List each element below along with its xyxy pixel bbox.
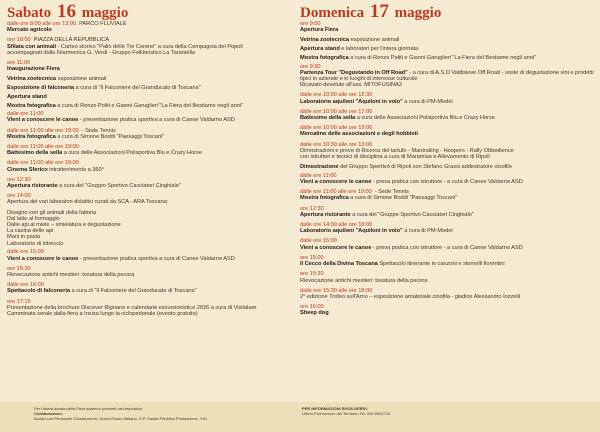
event-item (300, 21, 596, 33)
event-title: Vieni a conoscere le canoe (7, 117, 79, 124)
event-time: ore 15:30 (300, 271, 324, 278)
sunday-number: 17 (369, 1, 389, 22)
event-time: dalle ore 15:30 alle ore 18:00 (300, 287, 373, 294)
event-place: - Sede Tennis (374, 189, 409, 196)
event-item (300, 142, 596, 161)
event-time: ore 10:00 (7, 37, 31, 44)
event-description: - presentazione pratica sportiva a cura di Canoe Valdarno ASD (79, 255, 235, 262)
event-place: PARCO FLUVIALE (79, 21, 127, 27)
event-description: esposizione animali (57, 76, 107, 83)
event-item (7, 249, 295, 261)
event-time: dalle ore 11:00 alle ore 19:00 (7, 160, 79, 167)
event-time: dalle ore 10:00 alle ore 12:30 (300, 92, 373, 99)
footer-collab-label: Collaborazioni: (34, 411, 63, 416)
event-description: a cura di PM-Model (404, 98, 453, 105)
event-item (300, 173, 596, 185)
event-time: ore 12:30 (7, 176, 31, 183)
event-title: Battesimo della sella (300, 114, 356, 121)
event-title: Mostra fotografica (7, 102, 56, 109)
event-time: dalle ore 10:00 alle ore 19:00 (300, 125, 373, 132)
event-time: ore 11:00 (7, 60, 31, 67)
event-time: ore 16:00 (300, 304, 324, 311)
event-item (7, 144, 295, 156)
event-title: Apertura ristorante (300, 211, 351, 218)
event-item (7, 37, 295, 56)
event-time: ore 9:00 (300, 21, 321, 27)
event-item (7, 299, 295, 318)
event-place: PIAZZA DELLA REPUBBLICA (33, 37, 109, 44)
event-description: Presentazione della brochure Discover Rignano e calendario escursionistico 2026 a cura di Visitalare Camminata serale dalla fiera a Incisa lungo la ciclopedonale (evento gratuito) (7, 304, 257, 318)
event-time: ore 15:00 (300, 254, 324, 261)
event-title: Cinema Sferico (7, 166, 48, 173)
footer-band (0, 402, 600, 432)
event-item (300, 288, 596, 300)
saturday-number: 16 (56, 1, 76, 22)
event-description: 2° edizione Trofeo sull'Arno – esposizione amatoriale cinofila - giudice Alessandro Iozzelli (300, 293, 521, 300)
event-time: dalle ore 11:00 alle ore 19:00 (7, 127, 79, 134)
event-item (7, 128, 295, 140)
event-item (300, 189, 596, 201)
event-item (7, 177, 295, 189)
event-description: e laboratori per l'intera giornata (341, 46, 419, 53)
event-title: Il Cecco della Divina Toscana (300, 261, 378, 268)
event-item (300, 206, 596, 218)
event-title: Mercatino delle associazioni e degli hobbisti (300, 131, 418, 138)
event-description: a cura di Renzo Politi e Gianni Garuglieri "La Fiera del Bestiame negli anni" (57, 102, 244, 109)
event-description: Rievocazione antichi mestieri: tosatura della pecora (300, 277, 428, 284)
event-time: ore 9:30 (300, 63, 321, 70)
event-item (300, 222, 596, 234)
event-title: Partenza Tour "Degustando in Off Road" (300, 69, 408, 76)
event-time: dalle ore 10:30 alle ore 13:00 (300, 141, 373, 148)
event-description: intrattenimento a 360° (49, 166, 104, 173)
event-description: - a cura di A.S.D Valdisieve Off Road - soste di degustazione vini e prodotti tipici in aziende e in luoghi di interesse culturale Ricavato devoluto all'ass. MITOFUSINA2 (300, 69, 594, 89)
event-description: a cura di "Il Falconiere del Granducato di Toscana" (75, 85, 201, 92)
event-time: ore 12:30 (300, 205, 324, 212)
event-description: esposizione animali (350, 37, 400, 44)
event-description: - prova pratica con istruttore - a cura di Canoe Valdarno ASD (372, 179, 523, 186)
event-description: a cura del "Gruppo Sportivo Cacciatori Cinghiale" (352, 211, 474, 218)
sunday-month: maggio (394, 5, 442, 21)
event-description: Dimostrazioni e prove di Ricerca del tartufo - Mantrailing - Hoopers - Rally Obbedience con istruttori e tecnici di disciplina a cura di Maramiao e Allevamento di Ripoli (300, 147, 514, 160)
event-description: - presentazione pratica sportiva a cura di Canoe Valdarno ASD (79, 117, 235, 124)
saturday-month: maggio (81, 5, 129, 21)
event-description: a cura di Simone Boddi "Paesaggi Toscani" (350, 195, 458, 202)
event-title: Inaugurazione Fiera (7, 66, 60, 73)
event-title: Vieni a conoscere le canoe (7, 255, 79, 262)
event-item (300, 304, 596, 316)
event-item (300, 238, 596, 250)
event-time: dalle ore 11:00 alle ore 19:00 (7, 144, 79, 151)
event-item (300, 125, 596, 137)
footer-right (302, 406, 592, 416)
event-title: Apertura ristorante (7, 183, 58, 190)
saturday-event-list (7, 21, 295, 321)
event-time: dalle ore 11:00 (7, 111, 44, 118)
event-description: a cura delle Associazioni Polisportiva Blu e Crazy Horse (356, 114, 495, 121)
event-description: Spettacolo itinerante in canzoni e stornelli fiorentini (379, 261, 505, 268)
event-description: a cura delle Associazioni Polisportiva Blu e Crazy Horse (63, 150, 202, 157)
event-description: a cura del "Gruppo Sportivo Cacciatori Cinghiale" (59, 183, 181, 190)
event-description: - prova pratica con istruttore - a cura di Canoe Valdarno ASD (372, 244, 523, 251)
event-description: del Gruppo Sportivo di Ripoli con Stefano Grassi addestratore cinofilo (340, 164, 512, 171)
event-time: ore 14:00 (7, 193, 31, 200)
event-time: dalle ore 8:00 alle ore 13:00 (7, 21, 77, 27)
saturday-heading (7, 3, 295, 21)
event-time: dalle ore 16:00 (7, 282, 44, 289)
event-time: dalle ore 14:00 alle ore 18:00 (300, 222, 373, 229)
event-title: Laboratorio aquiloni "Aquiloni in volo" (300, 228, 403, 235)
event-title: Sfilata con animali (7, 43, 56, 50)
event-title: Vieni a conoscere le canoe (300, 179, 372, 186)
event-item (7, 210, 295, 247)
event-time: ore 17:15 (7, 298, 31, 305)
event-item (7, 266, 295, 278)
event-title: Battesimo della sella (7, 150, 63, 157)
footer-collab-list: Avviso con Personale Gendarmeria, Grano Rosso Italiano, S.P. Sanità Pubblica Pontassieve, VIG (34, 416, 207, 421)
event-description: Rievocazione antichi mestieri: tosatura della pecora (7, 272, 135, 278)
event-time: dalle ore 11:00 alle ore 19:00 (300, 189, 372, 196)
event-description: a cura di Simone Boddi "Paesaggi Toscani" (57, 133, 165, 140)
saturday-day: Sabato (7, 5, 52, 21)
event-item (7, 193, 295, 205)
event-title: Laboratorio aquiloni "Aquiloni in volo" (300, 98, 403, 105)
event-item (7, 282, 295, 294)
event-description: a cura di Renzo Politi e Gianni Garuglieri "La Fiera del Bestiame negli anni" (350, 54, 537, 61)
event-title: Mostra fotografica (300, 54, 349, 61)
event-item (300, 271, 596, 283)
event-title: Mostra fotografica (300, 195, 349, 202)
event-description: Apertura dei vari laboratori didattici curati da SCA - ARA Toscana: (7, 199, 169, 206)
footer-info-contact: Ufficio Promozione del Territorio Tel. 055 8304714 (302, 411, 391, 416)
event-title: Mercato agricolo (7, 27, 52, 34)
footer-left (34, 406, 284, 421)
event-title: Apertura Fiera (300, 27, 339, 34)
event-item (300, 64, 596, 89)
sunday-event-list (300, 21, 596, 321)
event-title: Esposizione di falconeria (7, 85, 75, 92)
event-item (300, 92, 596, 104)
event-title: Spettacolo di falconeria (7, 288, 70, 295)
event-title: Apertura stand (300, 46, 340, 53)
event-item (7, 21, 295, 33)
sunday-column (300, 3, 596, 321)
event-title: Mostra fotografica (7, 133, 56, 140)
event-description: - Carteo storico "Palio delle Tre Corone" a cura della Compagnia dei Popoli accompagnati dalla Filarmonica G. Verdi - Gruppo Folkloristico La Tarantella (7, 43, 243, 56)
sunday-heading (300, 3, 596, 21)
event-time: dalle ore 15:00 (300, 238, 337, 245)
event-description: a cura di PM-Model (404, 228, 453, 235)
event-item (7, 60, 295, 72)
event-place: - Sede Tennis (81, 127, 116, 134)
event-item (300, 109, 596, 121)
event-description: Disegno con gli animali della fattoria Dal latte al formaggio Dalle api al miele – smielatura e degustazione La casina delle api Mani in pasta Laboratorio di intreccio (7, 209, 121, 247)
footer-note: Per l'intera durata della Fiera saranno presenti vari espositori (34, 406, 142, 411)
event-item (7, 111, 295, 123)
event-time: dalle ore 10:00 alle ore 17:00 (300, 108, 373, 115)
event-time: dalle ore 11:00 (300, 172, 337, 179)
event-title: Sheep dog (300, 310, 329, 317)
event-title: Apertura stand (7, 93, 47, 100)
event-description: a cura di "Il Falconiere del Granducato di Toscana" (71, 288, 197, 295)
event-title: Dimostrazione (300, 164, 339, 171)
event-title: Vetrina zootecnica (7, 76, 57, 83)
saturday-column (7, 3, 295, 321)
event-time: dalle ore 15:00 (7, 249, 44, 256)
sunday-day: Domenica (300, 5, 365, 21)
event-item (300, 255, 596, 267)
event-item (7, 160, 295, 172)
event-title: Vetrina zootecnica (300, 37, 350, 44)
event-title: Vieni a conoscere le canoe (300, 244, 372, 251)
footer-info-label: PER INFORMAZIONI RIVOLGERSI: (302, 406, 368, 411)
event-time: ore 15:30 (7, 265, 31, 272)
